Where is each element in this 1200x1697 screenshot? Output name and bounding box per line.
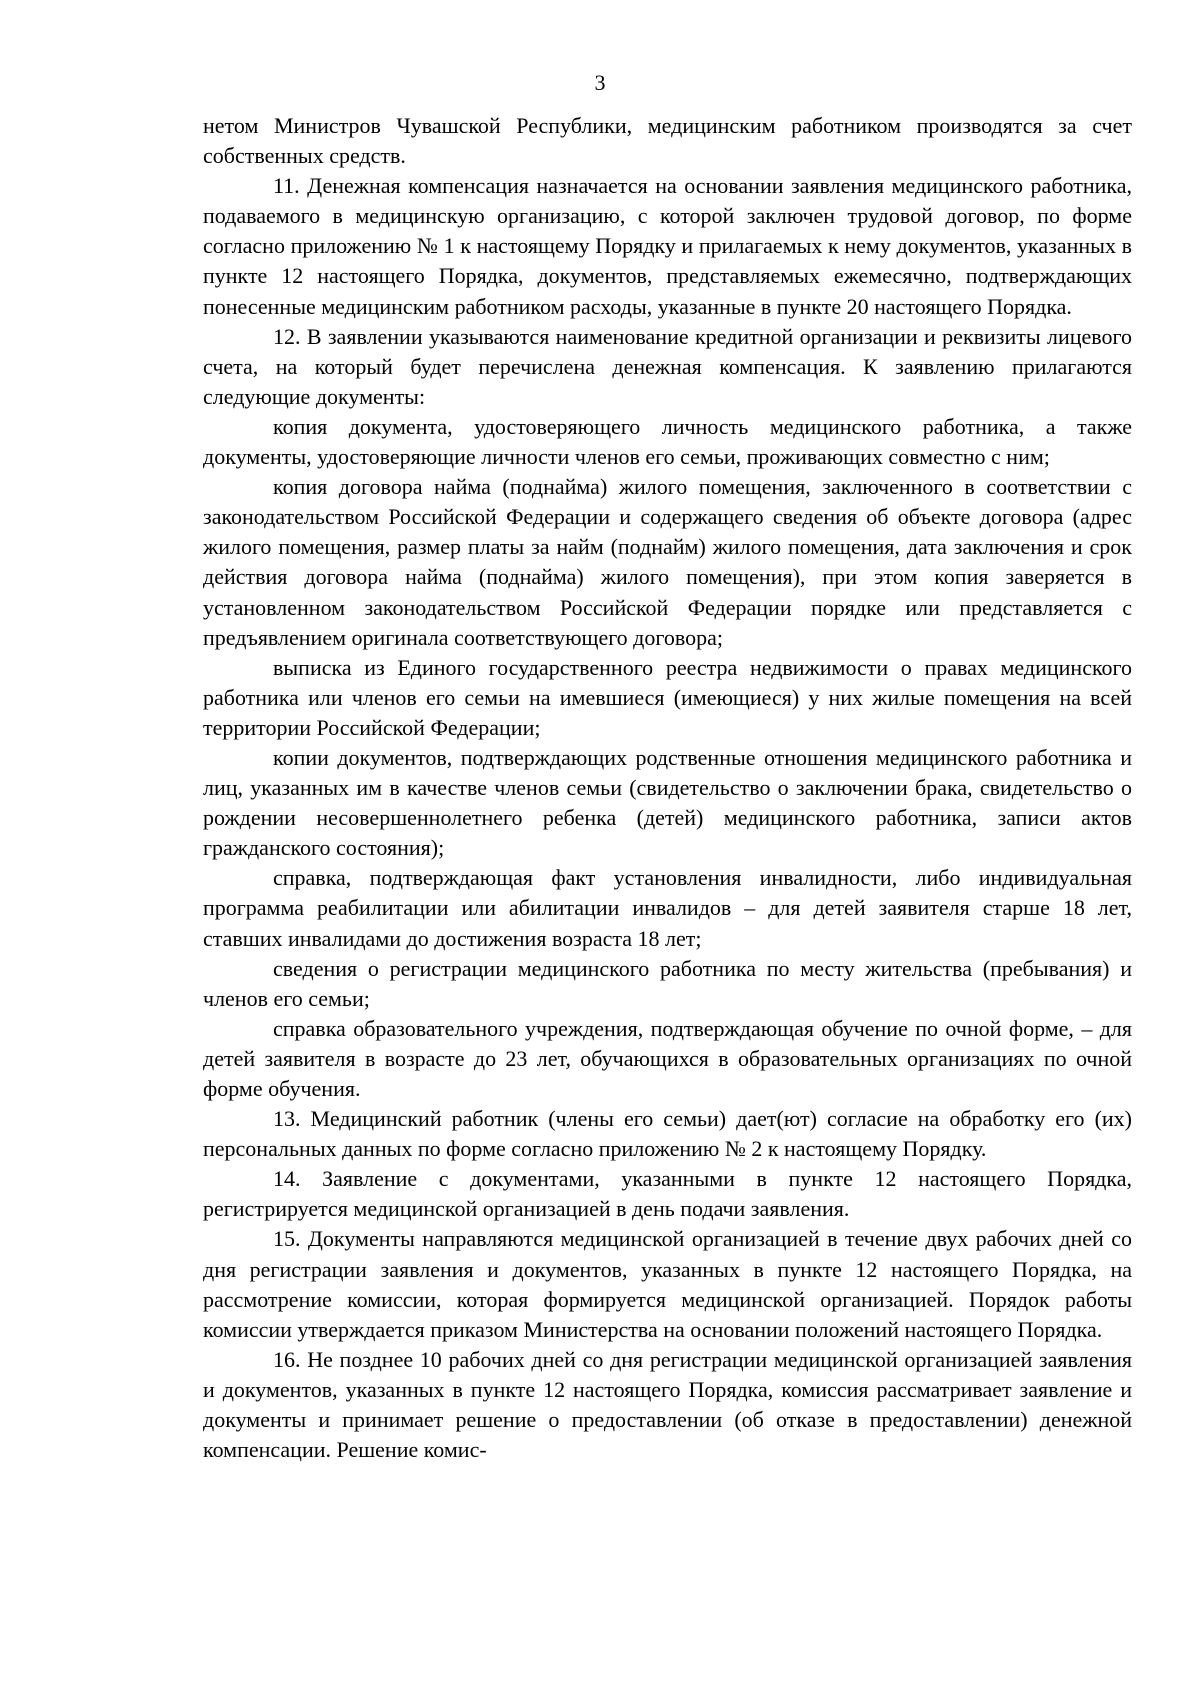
page-number: 3 [594, 70, 606, 95]
paragraph: 14. Заявление с документами, указанными в пункте 12 настоящего Порядка, регистрируется медицинской организацией в день подачи заявления. [203, 1166, 1132, 1222]
paragraph: нетом Министров Чувашской Республики, медицинским работником производятся за счет собственных средств. [203, 113, 1132, 169]
paragraph: копия документа, удостоверяющего личность медицинского работника, а также документы, удостоверяющие личности членов его семьи, проживающих совместно с ним; [203, 413, 1132, 470]
paragraph: 11. Денежная компенсация назначается на основании заявления медицинского работника, подаваемого в медицинскую организацию, с которой заключен трудовой договор, по форме согласно приложению № 1 к настоящему Порядку и прилагаемых к нему документов, указанных в пункте 12 настоящего Порядка, документов, представляемых ежемесячно, подтверждающих понесенные медицинским работником расходы, указанные в пункте 20 настоящего Порядка. [203, 173, 1132, 319]
paragraph: сведения о регистрации медицинского работника по месту жительства (пребывания) и членов его семьи; [203, 955, 1132, 1011]
paragraph: 12. В заявлении указываются наименование кредитной организации и реквизиты лицевого счета, на который будет перечислена денежная компенсация. К заявлению прилагаются следующие документы: [203, 323, 1132, 409]
document-body [203, 111, 1132, 1465]
paragraph: 15. Документы направляются медицинской организацией в течение двух рабочих дней со дня регистрации заявления и документов, указанных в пункте 12 настоящего Порядка, на рассмотрение комиссии, которая формируется медицинской организацией. Порядок работы комиссии утверждается приказом Министерства на основании положений настоящего Порядка. [203, 1226, 1132, 1342]
paragraph: справка образовательного учреждения, подтверждающая обучение по очной форме, – для детей заявителя в возрасте до 23 лет, обучающихся в образовательных организациях по очной форме обучения. [203, 1015, 1132, 1101]
paragraph: 13. Медицинский работник (члены его семьи) дает(ют) согласие на обработку его (их) персональных данных по форме согласно приложению № 2 к настоящему Порядку. [203, 1106, 1132, 1162]
paragraph: справка, подтверждающая факт установления инвалидности, либо индивидуальная программа реабилитации или абилитации инвалидов – для детей заявителя старше 18 лет, ставших инвалидами до достижения возраста 18 лет; [203, 865, 1132, 951]
paragraph: копии документов, подтверждающих родственные отношения медицинского работника и лиц, указанных им в качестве членов семьи (свидетельство о заключении брака, свидетельство о рождении несовершеннолетнего ребенка (детей) медицинского работника, записи актов гражданского состояния); [203, 744, 1132, 861]
paragraph: копия договора найма (поднайма) жилого помещения, заключенного в соответствии с законодательством Российской Федерации и содержащего сведения об объекте договора (адрес жилого помещения, размер платы за найм (поднайм) жилого помещения, дата заключения и срок действия договора найма (поднайма) жилого помещения), при этом копия заверяется в установленном законодательством Российской Федерации порядке или представляется с предъявлением оригинала соответствующего договора; [203, 474, 1132, 650]
paragraph: 16. Не позднее 10 рабочих дней со дня регистрации медицинской организацией заявления и документов, указанных в пункте 12 настоящего Порядка, комиссия рассматривает заявление и документы и принимает решение о предоставлении (об отказе в предоставлении) денежной компенсации. Решение комис- [203, 1346, 1132, 1463]
paragraph: выписка из Единого государственного реестра недвижимости о правах медицинского работника или членов его семьи на имевшиеся (имеющиеся) у них жилые помещения на всей территории Российской Федерации; [203, 654, 1132, 740]
